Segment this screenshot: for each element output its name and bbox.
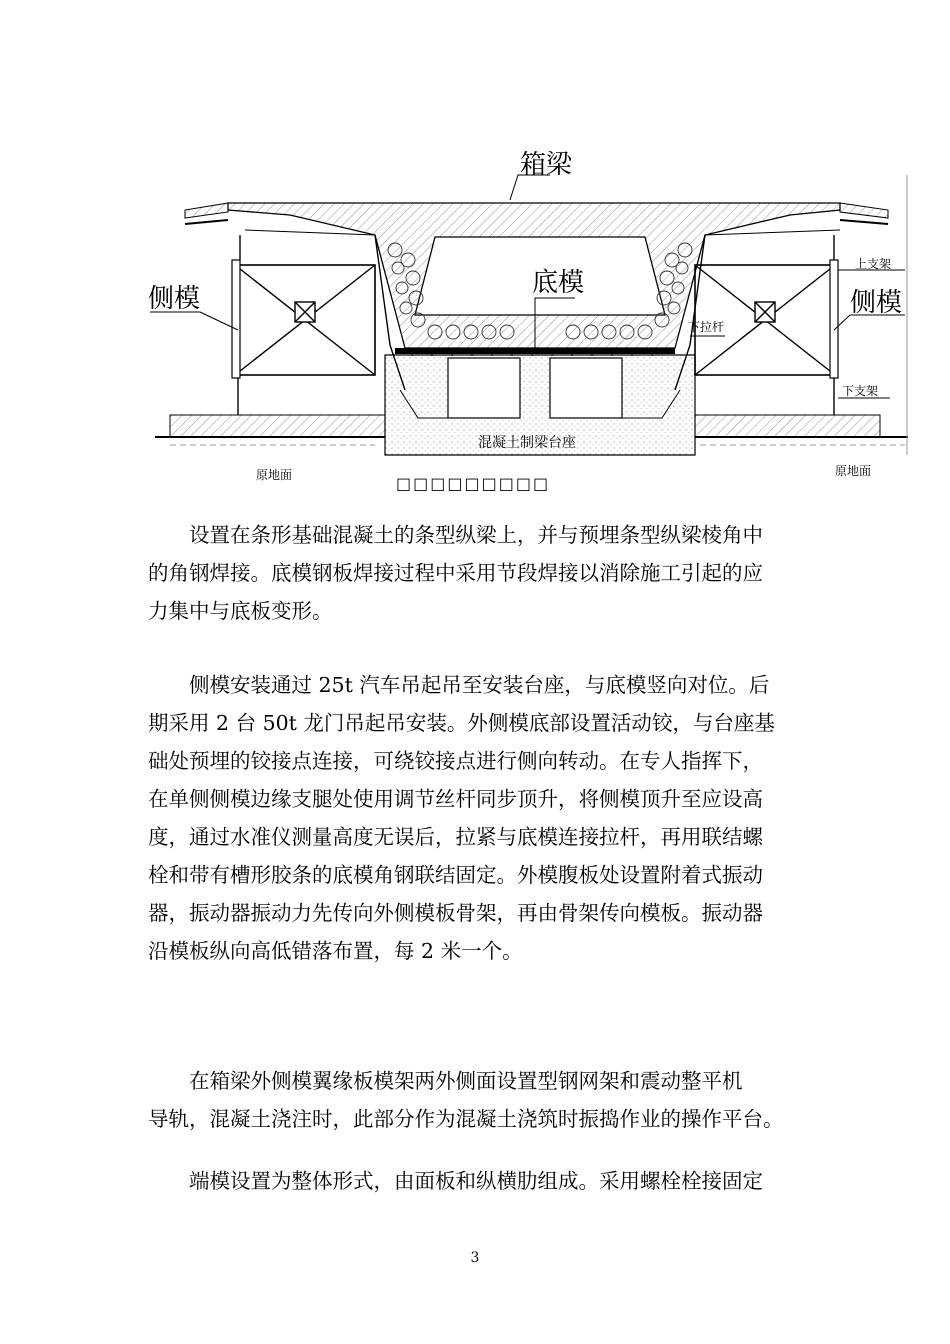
paragraph-2	[148, 666, 810, 970]
paragraph-1	[148, 516, 810, 630]
formwork-cross-section-figure	[150, 140, 910, 510]
text-line: 沿模板纵向高低错落布置，每 2 米一个。	[148, 939, 523, 963]
formwork-drawing	[150, 140, 910, 470]
paragraph-3	[148, 1062, 810, 1138]
label-upper-support: 上支架	[855, 257, 892, 271]
text-line: 器，振动器振动力先传向外侧模板骨架，再由骨架传向模板。振动器	[148, 901, 763, 925]
label-pedestal: 混凝土制梁台座	[478, 435, 576, 451]
label-bottom-form: 底模	[532, 268, 585, 298]
label-ground-left: 原地面	[256, 468, 293, 482]
right-foundation	[695, 415, 880, 437]
label-ground-right: 原地面	[835, 464, 872, 478]
text-line: 的角钢焊接。底模钢板焊接过程中采用节段焊接以消除施工引起的应	[148, 561, 763, 585]
page-number: 3	[470, 1250, 480, 1266]
text-line: 力集中与底板变形。	[148, 599, 333, 623]
text-line: 设置在条形基础混凝土的条型纵梁上，并与预埋条型纵梁棱角中	[189, 523, 763, 547]
left-side-form-truss	[232, 230, 405, 415]
pedestal-void-right	[550, 358, 622, 418]
paragraph-4	[148, 1162, 810, 1200]
label-box-girder: 箱梁	[520, 150, 573, 180]
label-side-form-right: 侧模	[850, 288, 903, 318]
label-lower-tie-rod: 下拉杆	[688, 320, 725, 334]
text-line: 度，通过水准仪测量高度无误后，拉紧与底模连接拉杆，再用联结螺	[148, 825, 763, 849]
text-line: 侧模安装通过 25t 汽车吊起吊至安装台座，与底模竖向对位。后	[189, 673, 770, 697]
label-lower-support: 下支架	[842, 384, 879, 398]
text-line: 在单侧侧模边缘支腿处使用调节丝杆同步顶升，将侧模顶升至应设高	[148, 787, 763, 811]
text-line: 在箱梁外侧模翼缘板模架两外侧面设置型钢网架和震动整平机	[189, 1069, 743, 1093]
text-line: 础处预埋的铰接点连接，可绕铰接点进行侧向转动。在专人指挥下，	[148, 749, 763, 773]
text-line: 期采用 2 台 50t 龙门吊起吊安装。外侧模底部设置活动铰，与台座基	[148, 711, 775, 735]
text-line: 端模设置为整体形式，由面板和纵横肋组成。采用螺栓栓接固定	[189, 1169, 763, 1193]
text-line: 栓和带有槽形胶条的底模角钢联结固定。外模腹板处设置附着式振动	[148, 863, 763, 887]
text-line: 导轨，混凝土浇注时，此部分作为混凝土浇筑时振捣作业的操作平台。	[148, 1107, 784, 1131]
figure-caption: □□□□□□□□□	[396, 474, 551, 493]
pedestal-void-left	[448, 358, 520, 418]
left-foundation	[170, 415, 385, 437]
label-side-form-left: 侧模	[148, 284, 201, 314]
